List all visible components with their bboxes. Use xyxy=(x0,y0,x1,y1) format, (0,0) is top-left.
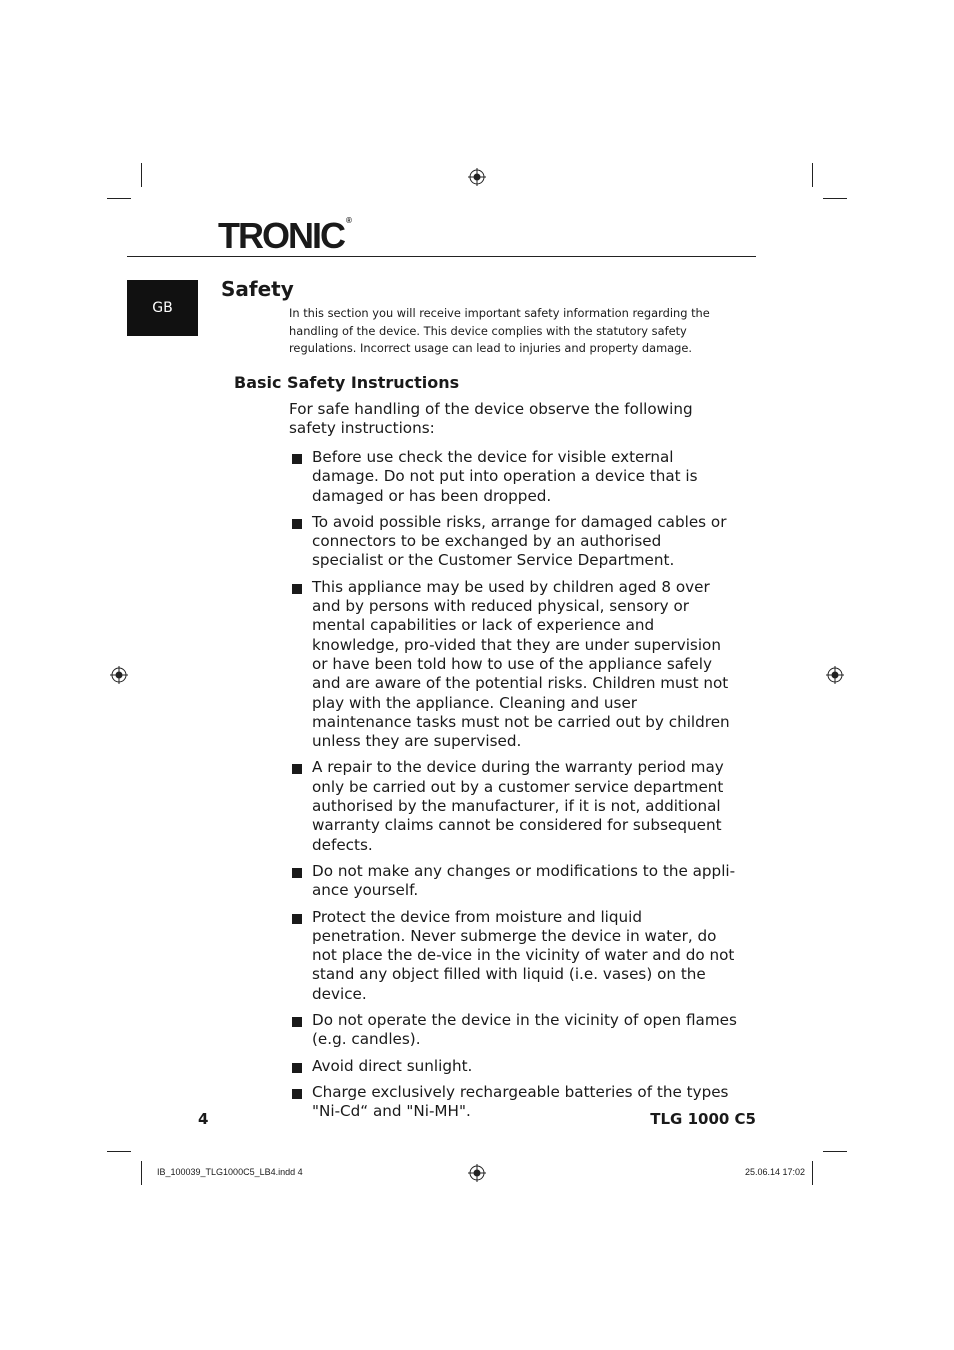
list-item: Do not make any changes or modifications to the appli-ance yourself. xyxy=(292,862,737,901)
registration-mark-icon xyxy=(468,168,486,186)
crop-mark xyxy=(823,198,847,199)
header-divider xyxy=(127,256,756,257)
print-slug-date: 25.06.14 17:02 xyxy=(744,1167,805,1177)
crop-mark xyxy=(141,163,142,187)
square-bullet-icon xyxy=(292,584,302,594)
list-item: A repair to the device during the warranty period may only be carried out by a customer service department authorised by the manufacturer, if it is not, additional warranty claims cannot be considered for subsequent defects. xyxy=(292,758,737,854)
print-slug-file: IB_100039_TLG1000C5_LB4.indd 4 xyxy=(157,1167,303,1177)
square-bullet-icon xyxy=(292,1063,302,1073)
registration-mark-icon xyxy=(468,1164,486,1182)
square-bullet-icon xyxy=(292,454,302,464)
square-bullet-icon xyxy=(292,764,302,774)
list-item: Protect the device from moisture and liquid penetration. Never submerge the device in water, do not place the de-vice in the vicinity of water and do not stand any object filled with liquid (i.e. vases) on the device. xyxy=(292,908,737,1004)
list-item: To avoid possible risks, arrange for damaged cables or connectors to be exchanged by an authorised specialist or the Customer Service Department. xyxy=(292,513,737,571)
crop-mark xyxy=(141,1161,142,1185)
list-item: This appliance may be used by children aged 8 over and by persons with reduced physical, sensory or mental capabilities or lack of experience and knowledge, pro-vided that they are under supervision or have been told how to use of the appliance safely and are aware of the potential risks. Children must not play with the appliance. Cleaning and user maintenance tasks must not be carried out by children unless they are supervised. xyxy=(292,578,737,752)
square-bullet-icon xyxy=(292,519,302,529)
section-title: Safety xyxy=(221,277,294,301)
section-intro: In this section you will receive important safety information regarding the handling of the device. This device complies with the statutory safety regulations. Incorrect usage can lead to injuries and property damage. xyxy=(289,306,710,355)
language-tab xyxy=(127,280,198,336)
subsection-title: Basic Safety Instructions xyxy=(234,373,460,392)
crop-mark xyxy=(107,198,131,199)
square-bullet-icon xyxy=(292,1017,302,1027)
list-item: Avoid direct sunlight. xyxy=(292,1057,737,1076)
crop-mark xyxy=(812,1161,813,1185)
subsection-lead: For safe handling of the device observe the following safety instructions: xyxy=(289,400,693,438)
brand-logo: TRONIC ® xyxy=(218,215,352,256)
language-tab-label: GB xyxy=(152,300,173,316)
page-number: 4 xyxy=(198,1110,209,1128)
model-number: TLG 1000 C5 xyxy=(650,1110,756,1128)
square-bullet-icon xyxy=(292,1089,302,1099)
registration-mark-icon xyxy=(826,666,844,684)
square-bullet-icon xyxy=(292,914,302,924)
square-bullet-icon xyxy=(292,868,302,878)
crop-mark xyxy=(107,1151,131,1152)
crop-mark xyxy=(823,1151,847,1152)
crop-mark xyxy=(812,163,813,187)
safety-bullet-list xyxy=(292,448,737,1129)
list-item: Charge exclusively rechargeable batteries of the types "Ni-Cd“ and "Ni-MH". xyxy=(292,1083,737,1122)
registration-mark-icon xyxy=(110,666,128,684)
list-item: Do not operate the device in the vicinity of open flames (e.g. candles). xyxy=(292,1011,737,1050)
list-item: Before use check the device for visible external damage. Do not put into operation a device that is damaged or has been dropped. xyxy=(292,448,737,506)
